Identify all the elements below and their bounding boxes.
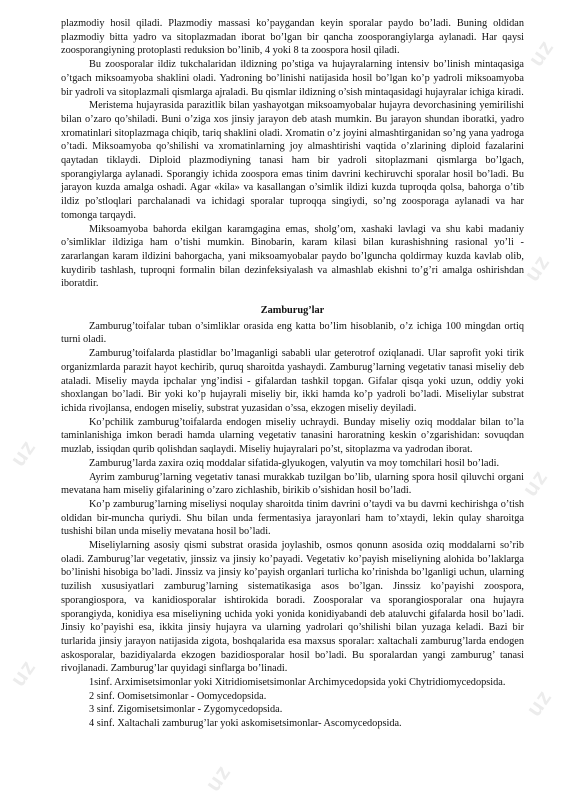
paragraph: plazmodiy hosil qiladi. Plazmodiy massasi ko’paygandan keyin sporalar paydo bo’ladi. Buning oldidan plazmodiy bitta yadro va sitoplazmadan iborat bo’lgan bir qancha zoosporangiylarga aylanadi. Har qaysi zoosporangiyning protoplasti reduksion bo’linib, 4 yoki 8 ta zoospora hosil qiladi. <box>61 18 524 57</box>
class-list-item: 2 sinf. Oomisetsimonlar - Oomycedopsida. <box>89 690 267 702</box>
watermark-text: uz <box>199 759 236 796</box>
watermark-text: uz <box>516 464 553 501</box>
paragraph: Bu zoosporalar ildiz tukchalaridan ildizning po’stiga va hujayralarning intensiv bo’linish mintaqasiga o’tgach miksoamyoba shaklini oladi. Yadroning bo’linishi natijasida hosil bo’lgan ko’p yadroli miksoamyoba bir yadroli va sitoplazmali qismlarga ajraladi. Bu qismlar ildizning o’sish mintaqasidagi hujayralar ichiga kiradi. <box>61 59 524 98</box>
class-list-item: 4 sinf. Xaltachali zamburug’lar yoki askomisetsimonlar- Ascomycedopsida. <box>89 718 402 730</box>
section-title: Zamburug’lar <box>260 305 325 317</box>
paragraph: Ko’pchilik zamburug’toifalarda endogen miseliy uchraydi. Bunday miseliy oziq moddalar bilan to’la taminlanishiga imkon beradi hamda ularning vegetativ tanasini haroratning keskin o’zgarishidan: sovuqdan muzlab, issiqdan qurib qolishdan saqlaydi. Miseliy hujayralari po’st, sitoplazma va yadrodan iborat. <box>61 416 524 456</box>
watermark-text: uz <box>522 34 559 71</box>
watermark-text: uz <box>4 434 41 471</box>
watermark-text: uz <box>520 684 557 721</box>
watermark-text: uz <box>518 249 555 286</box>
class-list-item: 1sinf. Arximisetsimonlar yoki Xitridiomisetsimonlar Archimycedopsida yoki Chytridiomycedopsida. <box>89 677 506 689</box>
paragraph: Zamburug’toifalar tuban o’simliklar orasida eng katta bo’lim hisoblanib, o’z ichiga 100 mingdan ortiq turni oladi. <box>61 320 524 346</box>
watermark-text: uz <box>4 654 41 691</box>
document-page <box>61 17 524 731</box>
paragraph: Miksoamyoba bahorda ekilgan karamgagina emas, sholg’om, xashaki lavlagi va shu kabi madaniy o’simliklar ildiziga ham o’tishi mumkin. Binobarin, karam kilasi bilan kurashishning rasional yo’li - zararlangan karam ildizini bahorgacha, yani miksoamyobalar paydo bo’lguncha qoldirmay kuzda kavlab olib, kuydirib tashlash, tuproqni formalin bilan dezinfeksiyalash va almashlab ekishni to’g’ri amalga oshirishdan iboratdir. <box>61 223 524 290</box>
paragraph: Zamburug’toifalarda plastidlar bo’lmaganligi sababli ular geterotrof oziqlanadi. Ular saprofit yoki tirik organizmlarda parazit hayot kechirib, quruq sharoitda yashaydi. Zamburug’larning vegetativ tanasi miseliy deb ataladi. Miseliy mayda ipchalar yng’indisi - gifalardan tashkil topgan. Gifalar qisqa yoki uzun, oddiy yoki shoxlangan bo’ladi. Bir yoki ko’p hujayrali miseliy bir, ikki hamda ko’p yadroli bo’ladi. Miseliylar substrat ichida rivojlansa, endogen miseliy, substrat yuzasidan o’ssa, ekzogen miseliy deyiladi. <box>61 348 524 414</box>
paragraph: Meristema hujayrasida parazitlik bilan yashayotgan miksoamyobalar hujayra devorchasining yemirilishi bilan o’zaro qo’shiladi. Buni o’ziga xos jinsiy jarayon deb atash mumkin. Bu jarayon shundan iboratki, yadro xromatinlari sitoplazmaga chiqib, tariq shaklini oladi. Xromatin o’z joyini almashtirganidan so’ng yana yadroga o’tadi. Miksoamyoba qo’shilishi va xromatinlarning joy almashtirishi vaqtida o’zlarining diploid fazalarini qaytadan tiklaydi. Diploid plazmodiyning tanasi ham bir yadroli sitoplazmani qismlarga bo’lgach, sporangiylarga aylanadi. Sporangiy ichida zoospora emas tinim davrini kechiruvchi sporalar hosil bo’ladi. Bu jarayon kuzda amalga oshadi. Agar «kila» va kasallangan o’simlik ildizi kuzda tuproqda qolsa, bahorga o’tib ildiz po’stloqlari parchalanadi va ichidagi sporalar tuproqqa singiydi, so’ng zoosporaga aylanadi va har tomonga tarqaydi. <box>61 100 524 221</box>
class-list-item: 3 sinf. Zigomisetsimonlar - Zygomycedopsida. <box>89 704 283 716</box>
paragraph: Zamburug’larda zaxira oziq moddalar sifatida-glyukogen, valyutin va moy tomchilari hosil bo’ladi. <box>89 457 500 469</box>
paragraph: Miseliylarning asosiy qismi substrat orasida joylashib, osmos qonunn asosida oziq moddalarni so’rib oladi. Zamburug’lar vegetativ, jinssiz va jinsiy ko’payadi. Vegetativ ko’payish miseliyning alohida bo’laklarga bo’linishi hisobiga bo’ladi. Jinssiz va jinsiy ko’payish organlari turlicha ko’rinishda bo’lganligi uchun, ularning tuzilish xususiyatlari zamburug’larning sistematikasiga asos bo’lgan. Jinssiz ko’payishi zoospora, sporangiospora, va kanidiosporalar ishtirokida boradi. Zoosporalar va sporangiosporalar ona hujayra sporangiyda, konidiya esa miseliyning uchida yoki yonida konidiyabandi deb ataluvchi gifalarda hosil bo’ladi. Jinsiy ko’payishi esa, ikkita jinsiy hujayra va ularning yadrolari qo’shilishi bilan yuzaga keladi. Bazi bir turlarida jinsiy jarayon natijasida zigota, boshqalarida esa maxsus sporalar: xaltachali zamburug’larda endogen askosporalar, bazidiyalarda ekzogen bazidiosporalar hosil bo’ladi. Bu sporalardan yangi zamburug’ tanasi rivojlanadi. Zamburug’lar quyidagi sinflarga bo’linadi. <box>61 540 524 675</box>
paragraph: Ko’p zamburug’larning miseliysi noqulay sharoitda tinim davrini o’taydi va bu davrni kechirishga o’tish oldidan bir-muncha quriydi. Shu bilan unda fermentasiya jarayonlari ham to’xtaydi, lekin qulay sharoitga tushishi bilan unda miseliy mevatana hosil bo’ladi. <box>61 498 524 538</box>
paragraph: Ayrim zamburug’larning vegetativ tanasi murakkab tuzilgan bo’lib, ularning spora hosil qiluvchi organi mevatana ham miseliy gifalarining o’zaro zichlashib, birikib o’sishidan hosil bo’ladi. <box>61 471 524 497</box>
